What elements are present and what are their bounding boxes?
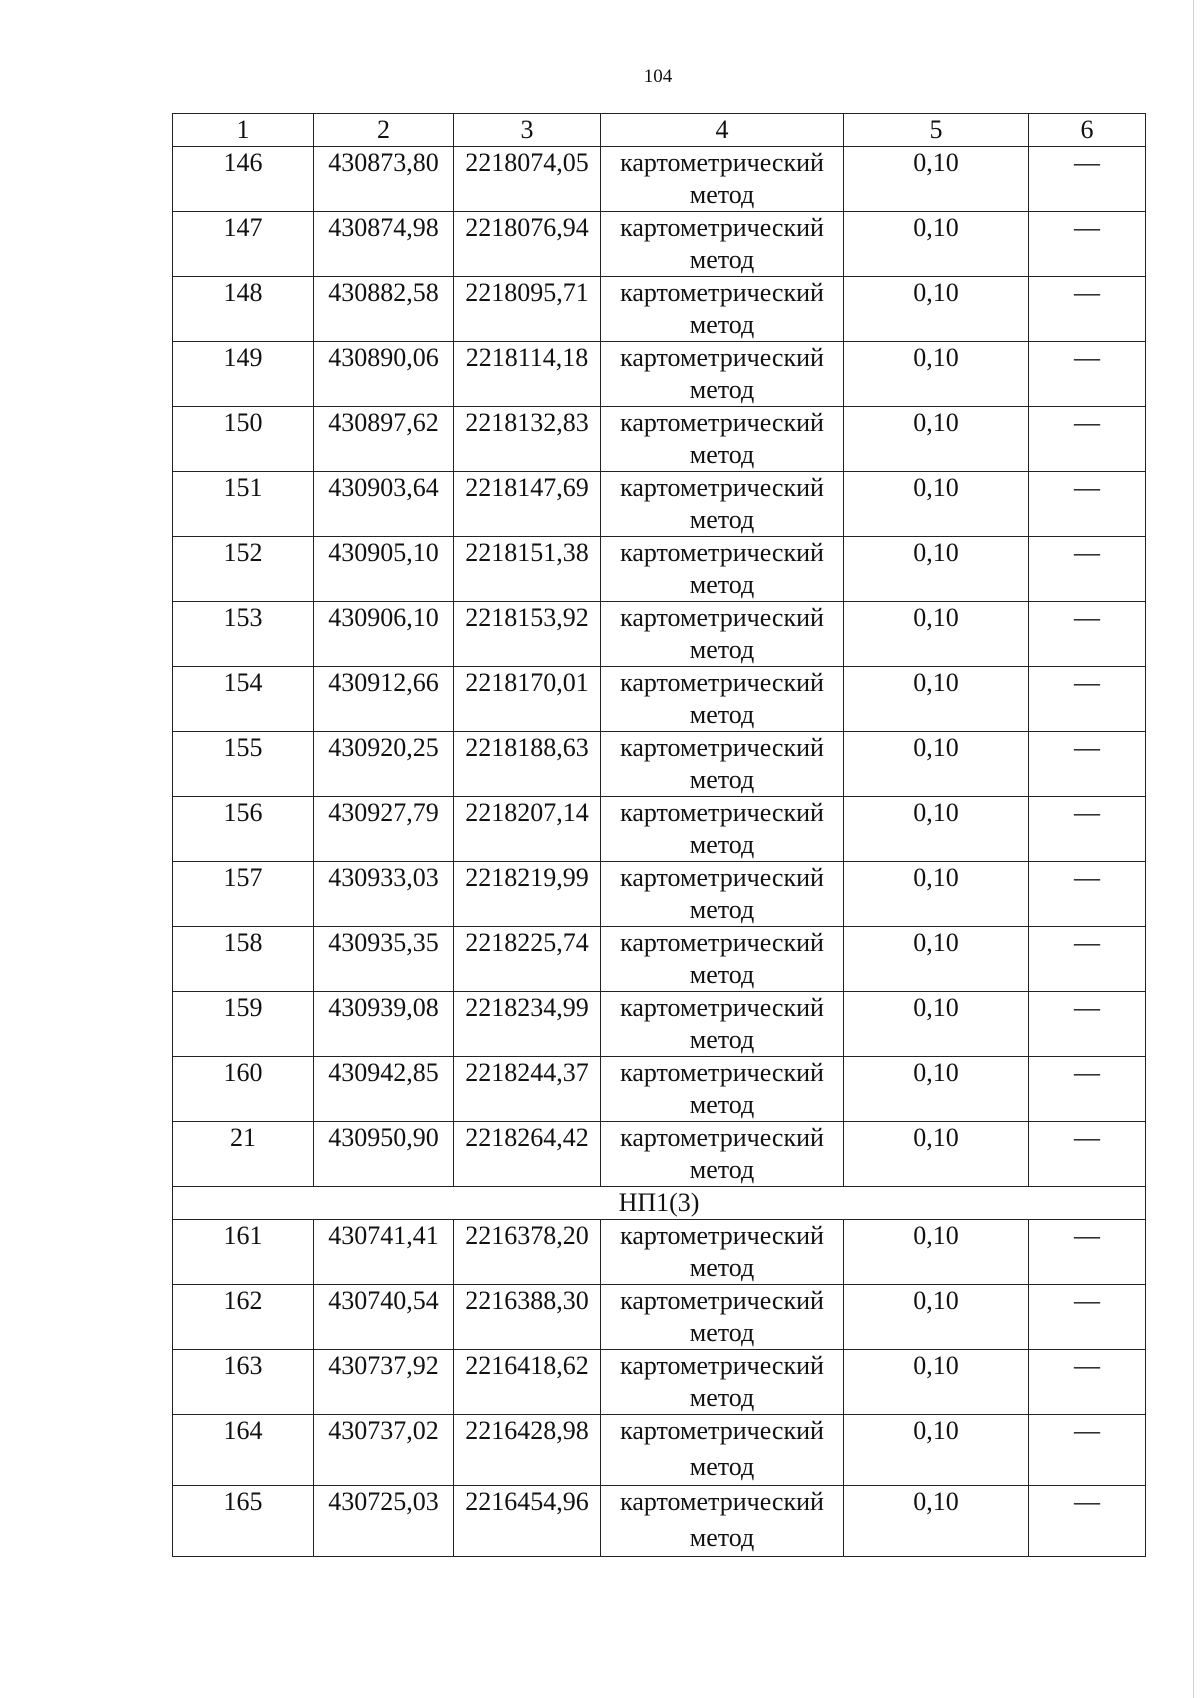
x-coordinate-cell: 430873,80 [314, 147, 454, 212]
point-number-cell: 165 [173, 1486, 314, 1557]
method-text-line: картометрический [620, 668, 824, 697]
table-row [173, 1350, 1146, 1415]
method-text-line: метод [689, 700, 755, 729]
method-text-line: картометрический [620, 148, 824, 177]
method-cell [601, 1057, 844, 1122]
table-row [173, 1415, 1146, 1486]
method-cell [601, 342, 844, 407]
precision-cell: 0,10 [844, 342, 1029, 407]
note-cell: — [1029, 667, 1146, 732]
table-row [173, 1220, 1146, 1285]
method-text-line: картометрический [620, 928, 824, 957]
x-coordinate-cell: 430950,90 [314, 1122, 454, 1187]
y-coordinate-cell: 2218147,69 [454, 472, 601, 537]
table-row [173, 1057, 1146, 1122]
point-number-cell: 154 [173, 667, 314, 732]
x-coordinate-cell: 430906,10 [314, 602, 454, 667]
point-number-cell: 148 [173, 277, 314, 342]
y-coordinate-cell: 2218170,01 [454, 667, 601, 732]
precision-cell: 0,10 [844, 1057, 1029, 1122]
method-text-line: картометрический [620, 213, 824, 242]
method-text-line: метод [689, 1383, 755, 1412]
method-text-line: метод [689, 765, 755, 794]
point-number-cell: 147 [173, 212, 314, 277]
x-coordinate-cell: 430897,62 [314, 407, 454, 472]
x-coordinate-cell: 430903,64 [314, 472, 454, 537]
method-cell [601, 472, 844, 537]
method-text-line: картометрический [620, 1416, 824, 1445]
y-coordinate-cell: 2218244,37 [454, 1057, 601, 1122]
precision-cell: 0,10 [844, 472, 1029, 537]
method-text-line: картометрический [620, 343, 824, 372]
method-cell [601, 927, 844, 992]
note-cell: — [1029, 537, 1146, 602]
point-number-cell: 163 [173, 1350, 314, 1415]
method-text-line: метод [689, 180, 755, 209]
method-text-line: метод [689, 830, 755, 859]
y-coordinate-cell: 2218095,71 [454, 277, 601, 342]
table-row [173, 927, 1146, 992]
header-cell-6: 6 [1029, 114, 1146, 147]
point-number-cell: 156 [173, 797, 314, 862]
point-number-cell: 161 [173, 1220, 314, 1285]
precision-cell: 0,10 [844, 797, 1029, 862]
x-coordinate-cell: 430882,58 [314, 277, 454, 342]
method-cell [601, 992, 844, 1057]
y-coordinate-cell: 2218151,38 [454, 537, 601, 602]
note-cell: — [1029, 1122, 1146, 1187]
header-cell-1: 1 [173, 114, 314, 147]
point-number-cell: 159 [173, 992, 314, 1057]
method-text-line: метод [689, 1523, 755, 1552]
method-cell [601, 212, 844, 277]
x-coordinate-cell: 430725,03 [314, 1486, 454, 1557]
point-number-cell: 149 [173, 342, 314, 407]
point-number-cell: 164 [173, 1415, 314, 1486]
y-coordinate-cell: 2216388,30 [454, 1285, 601, 1350]
method-text-line: метод [689, 375, 755, 404]
precision-cell: 0,10 [844, 537, 1029, 602]
point-number-cell: 153 [173, 602, 314, 667]
y-coordinate-cell: 2216428,98 [454, 1415, 601, 1486]
y-coordinate-cell: 2218207,14 [454, 797, 601, 862]
y-coordinate-cell: 2218188,63 [454, 732, 601, 797]
table-row [173, 862, 1146, 927]
method-text-line: метод [689, 960, 755, 989]
method-cell [601, 277, 844, 342]
note-cell: — [1029, 732, 1146, 797]
precision-cell: 0,10 [844, 407, 1029, 472]
table-row [173, 277, 1146, 342]
precision-cell: 0,10 [844, 1285, 1029, 1350]
x-coordinate-cell: 430890,06 [314, 342, 454, 407]
y-coordinate-cell: 2218074,05 [454, 147, 601, 212]
precision-cell: 0,10 [844, 277, 1029, 342]
method-text-line: метод [689, 1318, 755, 1347]
method-text-line: метод [689, 505, 755, 534]
table-row [173, 797, 1146, 862]
note-cell: — [1029, 1220, 1146, 1285]
note-cell: — [1029, 407, 1146, 472]
y-coordinate-cell: 2218219,99 [454, 862, 601, 927]
point-number-cell: 155 [173, 732, 314, 797]
header-cell-5: 5 [844, 114, 1029, 147]
method-cell [601, 1122, 844, 1187]
x-coordinate-cell: 430741,41 [314, 1220, 454, 1285]
page-edge-line [1193, 0, 1194, 1698]
method-cell [601, 1285, 844, 1350]
table-row [173, 1122, 1146, 1187]
method-text-line: картометрический [620, 863, 824, 892]
y-coordinate-cell: 2218153,92 [454, 602, 601, 667]
table-row [173, 602, 1146, 667]
note-cell: — [1029, 1415, 1146, 1486]
precision-cell: 0,10 [844, 667, 1029, 732]
precision-cell: 0,10 [844, 212, 1029, 277]
method-cell [601, 667, 844, 732]
y-coordinate-cell: 2218225,74 [454, 927, 601, 992]
point-number-cell: 146 [173, 147, 314, 212]
coordinates-table [172, 113, 1146, 1557]
table-row [173, 992, 1146, 1057]
method-cell [601, 1486, 844, 1557]
note-cell: — [1029, 277, 1146, 342]
method-text-line: картометрический [620, 1221, 824, 1250]
y-coordinate-cell: 2218076,94 [454, 212, 601, 277]
note-cell: — [1029, 927, 1146, 992]
precision-cell: 0,10 [844, 732, 1029, 797]
y-coordinate-cell: 2218114,18 [454, 342, 601, 407]
x-coordinate-cell: 430737,02 [314, 1415, 454, 1486]
x-coordinate-cell: 430874,98 [314, 212, 454, 277]
table-row [173, 667, 1146, 732]
table-row [173, 1285, 1146, 1350]
method-text-line: метод [689, 1253, 755, 1282]
method-text-line: метод [689, 1452, 755, 1481]
note-cell: — [1029, 212, 1146, 277]
precision-cell: 0,10 [844, 1415, 1029, 1486]
note-cell: — [1029, 342, 1146, 407]
method-cell [601, 862, 844, 927]
note-cell: — [1029, 1350, 1146, 1415]
method-cell [601, 732, 844, 797]
method-text-line: картометрический [620, 1058, 824, 1087]
note-cell: — [1029, 472, 1146, 537]
table-header-row [173, 114, 1146, 147]
method-text-line: картометрический [620, 538, 824, 567]
method-text-line: метод [689, 440, 755, 469]
page-number: 104 [643, 66, 673, 87]
precision-cell: 0,10 [844, 147, 1029, 212]
method-cell [601, 407, 844, 472]
method-cell [601, 602, 844, 667]
method-text-line: метод [689, 310, 755, 339]
method-text-line: картометрический [620, 603, 824, 632]
precision-cell: 0,10 [844, 1350, 1029, 1415]
precision-cell: 0,10 [844, 1122, 1029, 1187]
note-cell: — [1029, 862, 1146, 927]
point-number-cell: 151 [173, 472, 314, 537]
x-coordinate-cell: 430927,79 [314, 797, 454, 862]
method-text-line: картометрический [620, 993, 824, 1022]
x-coordinate-cell: 430740,54 [314, 1285, 454, 1350]
x-coordinate-cell: 430905,10 [314, 537, 454, 602]
note-cell: — [1029, 1285, 1146, 1350]
method-text-line: картометрический [620, 408, 824, 437]
coordinates-table-body [173, 114, 1146, 1557]
x-coordinate-cell: 430939,08 [314, 992, 454, 1057]
section-title: НП1(3) [173, 1187, 1146, 1220]
note-cell: — [1029, 992, 1146, 1057]
table-row [173, 732, 1146, 797]
section-row [173, 1187, 1146, 1220]
header-cell-2: 2 [314, 114, 454, 147]
method-text-line: метод [689, 570, 755, 599]
note-cell: — [1029, 1057, 1146, 1122]
precision-cell: 0,10 [844, 602, 1029, 667]
point-number-cell: 160 [173, 1057, 314, 1122]
table-row [173, 472, 1146, 537]
method-text-line: картометрический [620, 733, 824, 762]
x-coordinate-cell: 430920,25 [314, 732, 454, 797]
y-coordinate-cell: 2216378,20 [454, 1220, 601, 1285]
y-coordinate-cell: 2218264,42 [454, 1122, 601, 1187]
method-text-line: метод [689, 1090, 755, 1119]
method-text-line: метод [689, 245, 755, 274]
method-cell [601, 537, 844, 602]
method-cell [601, 1350, 844, 1415]
point-number-cell: 162 [173, 1285, 314, 1350]
method-text-line: метод [689, 895, 755, 924]
x-coordinate-cell: 430912,66 [314, 667, 454, 732]
method-text-line: картометрический [620, 1351, 824, 1380]
note-cell: — [1029, 602, 1146, 667]
table-row [173, 537, 1146, 602]
method-cell [601, 797, 844, 862]
y-coordinate-cell: 2216454,96 [454, 1486, 601, 1557]
point-number-cell: 158 [173, 927, 314, 992]
precision-cell: 0,10 [844, 1486, 1029, 1557]
method-text-line: картометрический [620, 1123, 824, 1152]
header-cell-4: 4 [601, 114, 844, 147]
method-text-line: картометрический [620, 1286, 824, 1315]
table-row [173, 342, 1146, 407]
precision-cell: 0,10 [844, 1220, 1029, 1285]
x-coordinate-cell: 430942,85 [314, 1057, 454, 1122]
method-cell [601, 1415, 844, 1486]
method-text-line: метод [689, 635, 755, 664]
method-cell [601, 147, 844, 212]
method-cell [601, 1220, 844, 1285]
point-number-cell: 152 [173, 537, 314, 602]
precision-cell: 0,10 [844, 927, 1029, 992]
point-number-cell: 157 [173, 862, 314, 927]
precision-cell: 0,10 [844, 992, 1029, 1057]
header-cell-3: 3 [454, 114, 601, 147]
method-text-line: картометрический [620, 278, 824, 307]
table-row [173, 212, 1146, 277]
table-row [173, 1486, 1146, 1557]
precision-cell: 0,10 [844, 862, 1029, 927]
note-cell: — [1029, 1486, 1146, 1557]
y-coordinate-cell: 2218234,99 [454, 992, 601, 1057]
y-coordinate-cell: 2218132,83 [454, 407, 601, 472]
method-text-line: картометрический [620, 1487, 824, 1516]
x-coordinate-cell: 430933,03 [314, 862, 454, 927]
note-cell: — [1029, 147, 1146, 212]
table-row [173, 147, 1146, 212]
method-text-line: метод [689, 1025, 755, 1054]
point-number-cell: 21 [173, 1122, 314, 1187]
method-text-line: картометрический [620, 473, 824, 502]
x-coordinate-cell: 430935,35 [314, 927, 454, 992]
x-coordinate-cell: 430737,92 [314, 1350, 454, 1415]
method-text-line: картометрический [620, 798, 824, 827]
table-row [173, 407, 1146, 472]
y-coordinate-cell: 2216418,62 [454, 1350, 601, 1415]
note-cell: — [1029, 797, 1146, 862]
point-number-cell: 150 [173, 407, 314, 472]
method-text-line: метод [689, 1155, 755, 1184]
